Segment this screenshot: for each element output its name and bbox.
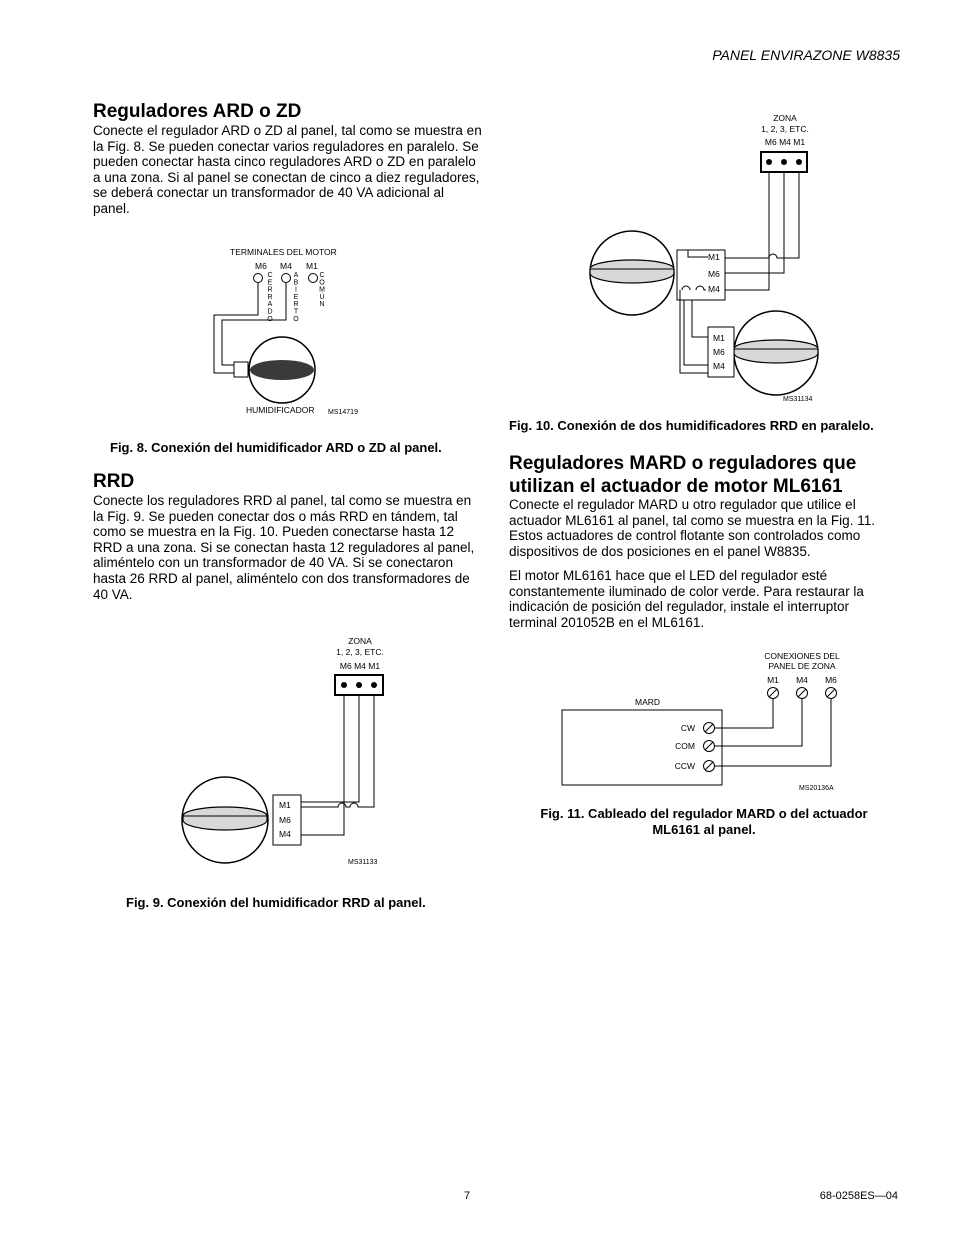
figure-10-diagram	[580, 105, 840, 405]
fig8-label-comun: C O M Ú N	[319, 272, 325, 309]
fig9-wire	[301, 695, 344, 835]
fig10-wire	[684, 300, 708, 365]
paragraph-rrd: Conecte los reguladores RRD al panel, tal como se muestra en la Fig. 9. Se pueden conectar dos o más RRD en tándem, tal como se muestra en la Fig. 10. Pueden conectarse hasta 12 RRD a una zona. Si se conectan hasta 12 reguladores al panel, aliméntelo con un transformador de 40 VA. Si se conectaron hasta 26 RRD al panel, aliméntelo con dos transformadores de 40 VA.	[93, 493, 475, 602]
fig8-label-cerrado: C E R R A D O	[267, 272, 273, 323]
fig8-terminal-m4: M4	[280, 261, 292, 271]
fig8-label-abierto: A B I E R T O	[293, 272, 299, 323]
fig10-zone-terminals: M6 M4 M1	[764, 137, 806, 147]
fig8-vertical-labels	[267, 272, 325, 323]
figure-9-diagram	[170, 630, 400, 875]
fig8-code: MS14719	[328, 409, 358, 416]
fig9-device-terminal: M1	[279, 800, 291, 810]
fig10-code: MS31134	[783, 396, 813, 403]
caption-fig11-line1: Fig. 11. Cableado del regulador MARD o del actuador	[540, 806, 868, 821]
paragraph-mard-2: El motor ML6161 hace que el LED del regulador esté constantemente iluminado de color verde. Para restaurar la indicación de posición del regulador, instale el interruptor terminal 201052B en el ML6161.	[509, 568, 864, 630]
fig9-device-terminal: M6	[279, 815, 291, 825]
caption-fig11-line2: ML6161 al panel.	[652, 822, 756, 837]
fig11-panel-title-1: CONEXIONES DEL	[764, 651, 840, 661]
fig9-code: MS31133	[348, 859, 378, 866]
fig9-device-terminal: M4	[279, 829, 291, 839]
fig8-terminal-screw	[254, 274, 263, 283]
fig10-damper-blade-1	[590, 260, 674, 283]
fig11-wire	[715, 699, 802, 746]
fig11-panel-terminal: M4	[796, 675, 808, 685]
fig10-zone-label: ZONA	[773, 113, 797, 123]
fig9-damper-blade	[183, 807, 267, 830]
fig10-wire	[725, 172, 769, 290]
fig8-terminal-screw	[309, 274, 318, 283]
fig11-device-terminal: CW	[680, 723, 695, 733]
fig9-zone-terminals: M6 M4 M1	[339, 661, 381, 671]
caption-fig8: Fig. 8. Conexión del humidificador ARD o ZD al panel.	[110, 440, 442, 455]
fig8-terminals-title: TERMINALES DEL MOTOR	[230, 247, 337, 257]
fig10-damper-blade-2	[734, 340, 818, 363]
fig9-zone-label: ZONA	[348, 636, 372, 646]
fig10-wire	[692, 300, 708, 337]
heading-ard: Reguladores ARD o ZD	[93, 101, 302, 122]
fig11-device-terminal: COM	[675, 741, 695, 751]
fig10-device1-terminal: M6	[708, 269, 720, 279]
paragraph-mard-1: Conecte el regulador MARD u otro regulador que utilice el actuador ML6161 al panel, tal como se muestra en la Fig. 11. Estos actuadores de control flotante son controlados como dispositivos de dos posiciones en el panel W8835.	[509, 497, 875, 559]
document-number: 68-0258ES—04	[819, 1190, 898, 1202]
paragraph-ard: Conecte el regulador ARD o ZD al panel, tal como se muestra en la Fig. 8. Se pueden conectar varios reguladores en paralelo. Se pueden conectar hasta cinco reguladores ARD o ZD en paralelo a una zona. Si al panel se conectan de cinco a diez reguladores, se deberá conectar un transformador de 40 VA adicional al panel.	[93, 123, 482, 216]
fig10-device1-terminal: M4	[708, 284, 720, 294]
caption-fig9: Fig. 9. Conexión del humidificador RRD al panel.	[126, 895, 426, 910]
fig11-code: MS20136A	[799, 785, 834, 792]
fig11-panel-terminal: M6	[825, 675, 837, 685]
fig10-zone-sub: 1, 2, 3, ETC.	[761, 124, 809, 134]
fig8-terminal-m6: M6	[255, 261, 267, 271]
fig11-mard-box	[562, 710, 722, 785]
figure-8-diagram	[200, 240, 400, 425]
fig11-device-label: MARD	[635, 697, 661, 707]
fig11-device-terminal: CCW	[674, 761, 695, 771]
page-header: PANEL ENVIRAZONE W8835	[712, 47, 900, 63]
fig8-terminal-m1: M1	[306, 261, 318, 271]
fig9-wire	[301, 695, 359, 802]
fig11-panel-terminal: M1	[767, 675, 779, 685]
figure-11-diagram	[555, 645, 855, 800]
fig9-zone-sub: 1, 2, 3, ETC.	[336, 647, 384, 657]
fig8-damper-blade	[250, 360, 314, 380]
caption-fig10: Fig. 10. Conexión de dos humidificadores RRD en paralelo.	[509, 418, 874, 433]
fig9-wire	[301, 695, 374, 807]
fig11-panel-title-2: PANEL DE ZONA	[768, 661, 836, 671]
heading-rrd: RRD	[93, 471, 135, 492]
fig8-terminal-screw	[282, 274, 291, 283]
fig10-device1-terminal: M1	[708, 252, 720, 262]
fig11-wire	[715, 699, 773, 728]
fig8-connector	[234, 362, 248, 377]
fig10-device2-terminal: M6	[713, 347, 725, 357]
caption-fig11	[509, 806, 899, 838]
page-number: 7	[464, 1190, 471, 1202]
fig10-device2-terminal: M4	[713, 361, 725, 371]
fig10-device2-terminal: M1	[713, 333, 725, 343]
heading-mard: Reguladores MARD o reguladores que utilizan el actuador de motor ML6161	[509, 453, 857, 497]
fig10-wire	[725, 172, 799, 258]
fig8-device-label: HUMIDIFICADOR	[246, 405, 315, 415]
